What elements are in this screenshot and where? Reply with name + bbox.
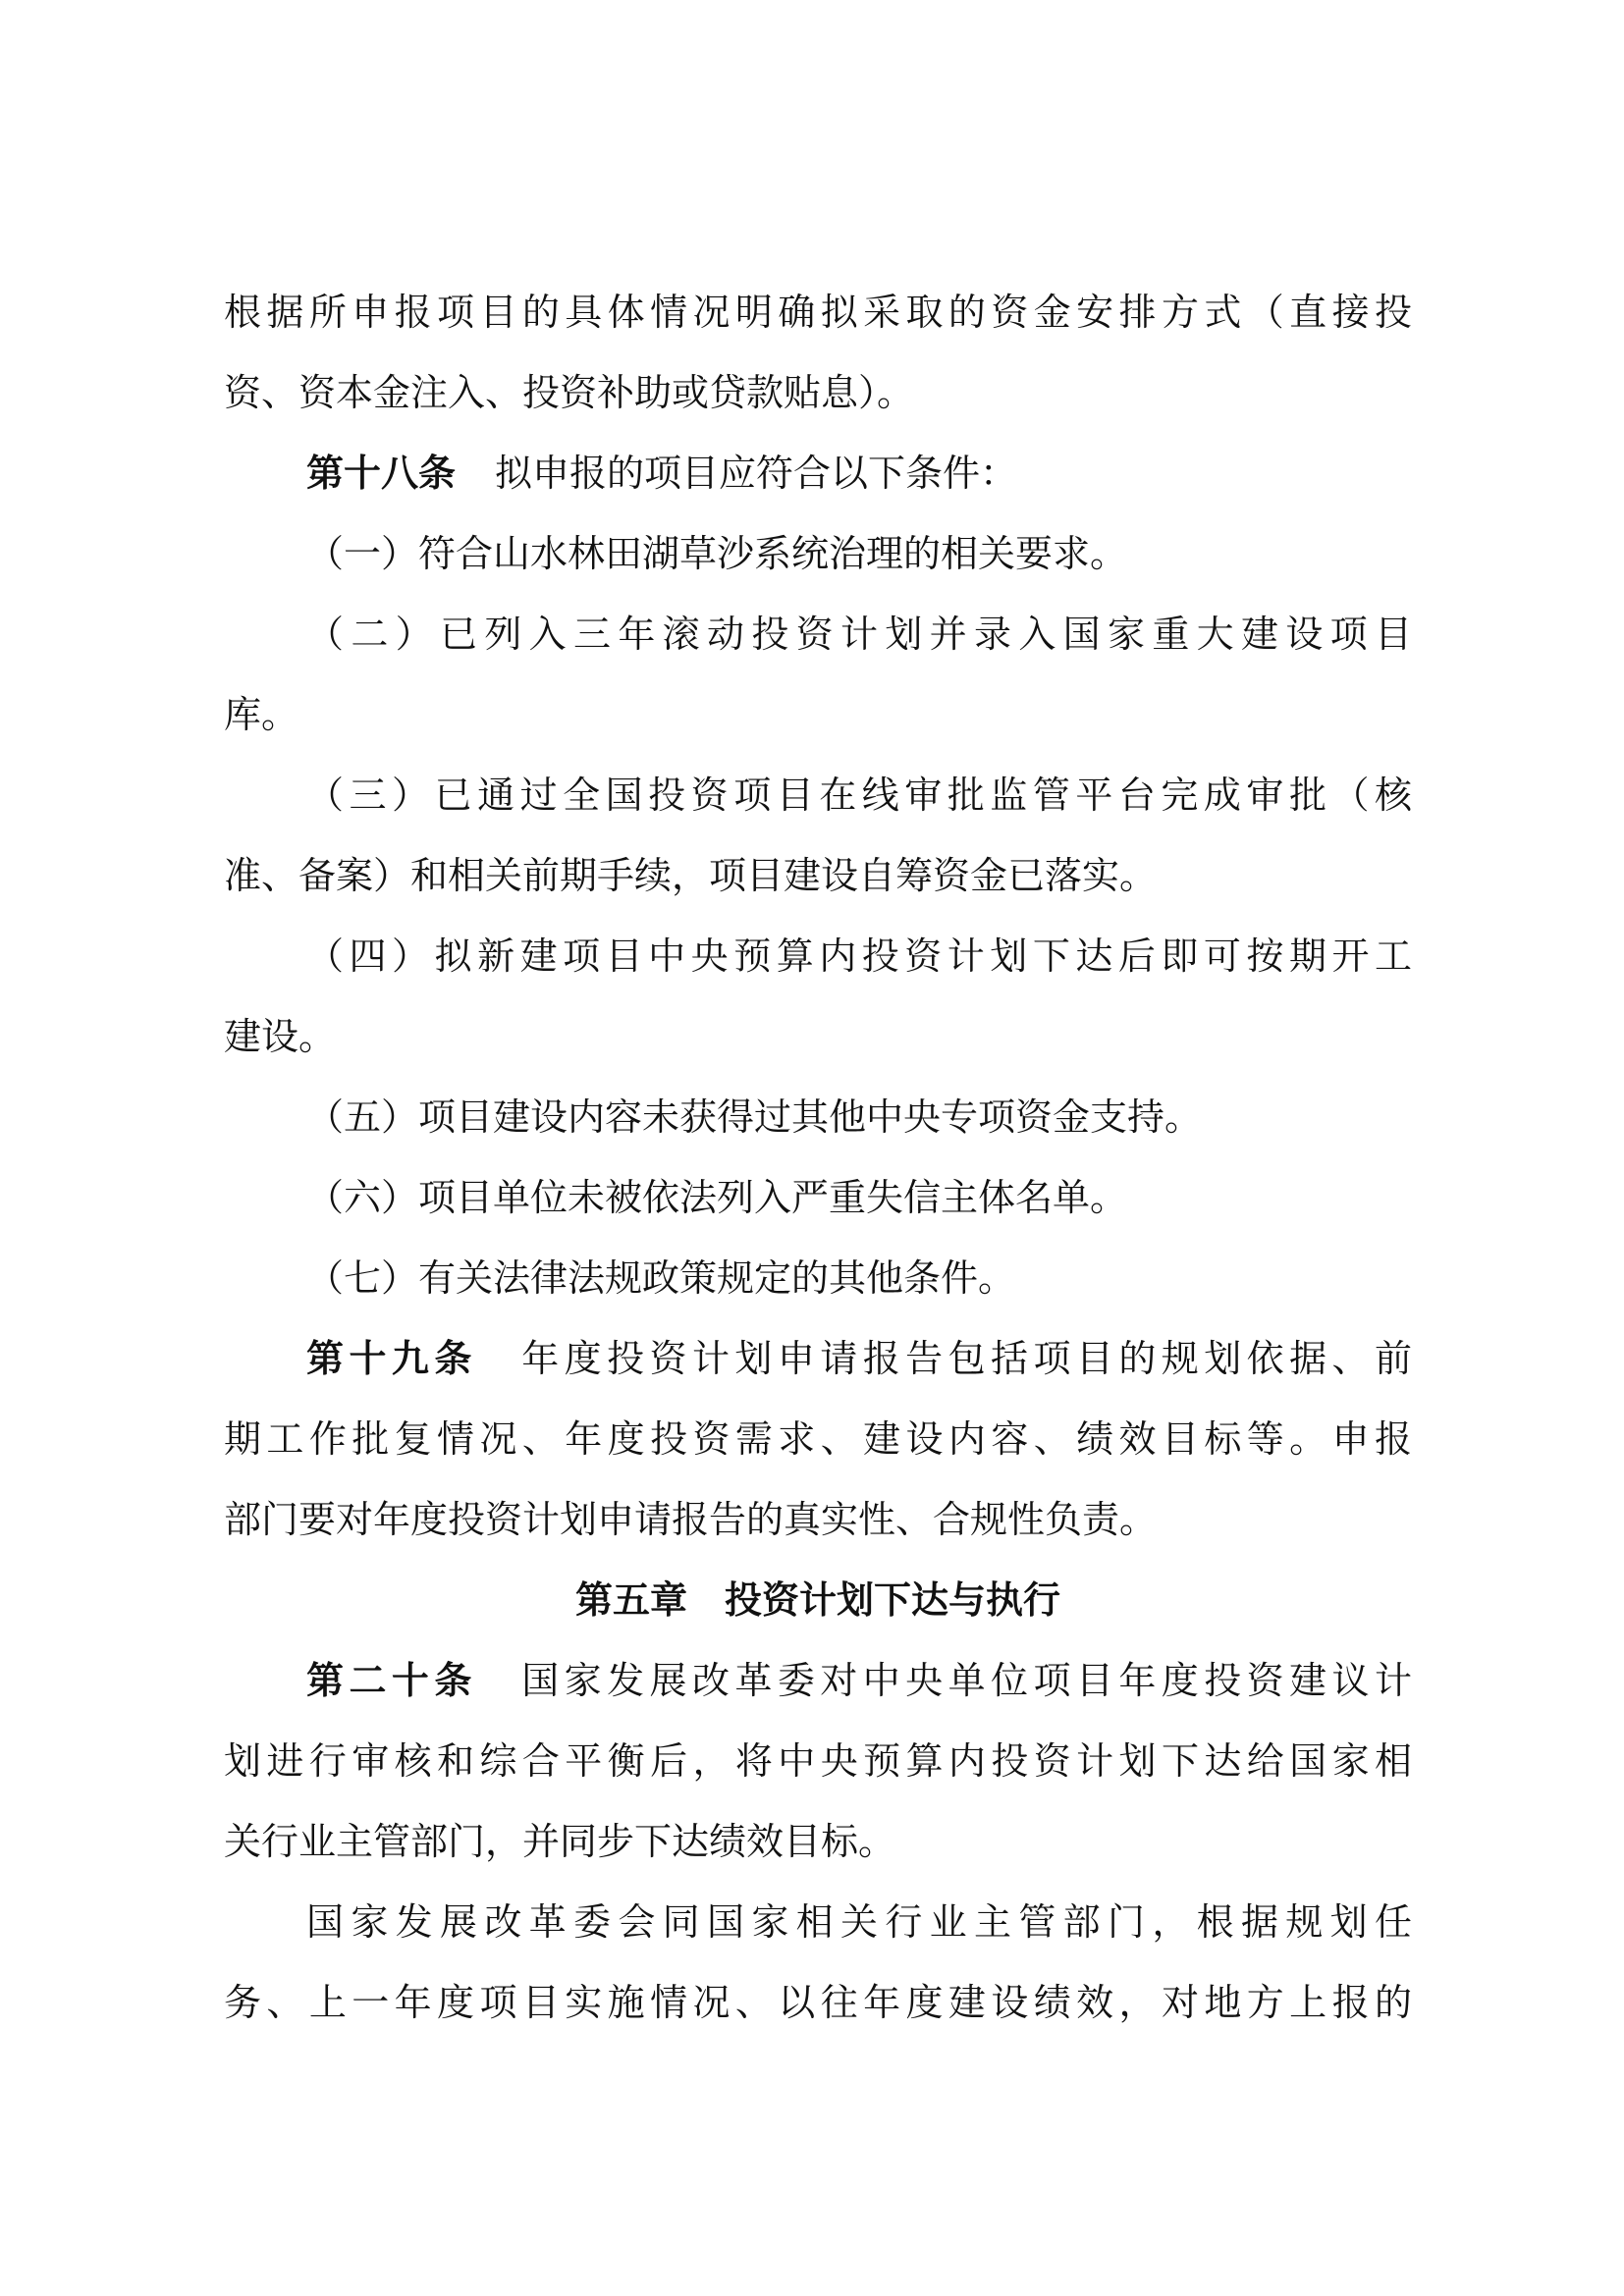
text-line xyxy=(224,1414,1412,1494)
document-page xyxy=(224,287,1412,2057)
text-line xyxy=(224,1896,1412,1977)
line-text: （七）有关法律法规政策规定的其他条件。 xyxy=(306,1256,1016,1300)
article-number: 第十九条 xyxy=(306,1337,477,1380)
text-line xyxy=(224,1333,1412,1414)
line-text: 务、上一年度项目实施情况、以往年度建设绩效，对地方上报的 xyxy=(224,1981,1412,2024)
line-text: 国家发展改革委会同国家相关行业主管部门，根据规划任 xyxy=(306,1900,1412,1944)
line-text: （一）符合山水林田湖草沙系统治理的相关要求。 xyxy=(306,532,1128,575)
text-line xyxy=(224,1735,1412,1816)
text-line xyxy=(224,1977,1412,2057)
text-line xyxy=(224,1011,1412,1092)
text-line xyxy=(224,850,1412,931)
text-line xyxy=(224,931,1412,1011)
line-text: （二）已列入三年滚动投资计划并录入国家重大建设项目 xyxy=(306,613,1412,656)
line-text: （四）拟新建项目中央预算内投资计划下达后即可按期开工 xyxy=(306,934,1412,978)
line-text: 拟申报的项目应符合以下条件： xyxy=(495,452,1018,495)
text-line xyxy=(224,1092,1412,1172)
chapter-heading xyxy=(224,1575,1412,1655)
text-line xyxy=(224,1655,1412,1735)
text-line xyxy=(224,1253,1412,1333)
line-text: （五）项目建设内容未获得过其他中央专项资金支持。 xyxy=(306,1095,1203,1139)
line-text: 关行业主管部门，并同步下达绩效目标。 xyxy=(224,1820,896,1863)
line-text: 国家发展改革委对中央单位项目年度投资建议计 xyxy=(515,1659,1412,1702)
line-text: 建设。 xyxy=(224,1015,337,1058)
text-line xyxy=(224,1172,1412,1253)
line-text: 根据所申报项目的具体情况明确拟采取的资金安排方式（直接投 xyxy=(224,291,1412,334)
text-line xyxy=(224,367,1412,448)
line-text: 第五章 投资计划下达与执行 xyxy=(574,1578,1060,1622)
line-text: （六）项目单位未被依法列入严重失信主体名单。 xyxy=(306,1176,1128,1219)
line-text: 库。 xyxy=(224,693,299,736)
text-line xyxy=(224,448,1412,528)
text-line xyxy=(224,528,1412,609)
article-number: 第二十条 xyxy=(306,1659,477,1702)
article-number: 第十八条 xyxy=(306,452,457,495)
line-text: 部门要对年度投资计划申请报告的真实性、合规性负责。 xyxy=(224,1498,1158,1541)
text-line xyxy=(224,609,1412,689)
text-line xyxy=(224,770,1412,850)
line-text: 年度投资计划申请报告包括项目的规划依据、前 xyxy=(515,1337,1412,1380)
line-text: 期工作批复情况、年度投资需求、建设内容、绩效目标等。申报 xyxy=(224,1417,1412,1461)
line-text: （三）已通过全国投资项目在线审批监管平台完成审批（核 xyxy=(306,774,1412,817)
line-text: 资、资本金注入、投资补助或贷款贴息）。 xyxy=(224,371,915,414)
text-line xyxy=(224,287,1412,367)
text-line xyxy=(224,1816,1412,1896)
text-line xyxy=(224,1494,1412,1575)
line-text: 划进行审核和综合平衡后，将中央预算内投资计划下达给国家相 xyxy=(224,1739,1412,1783)
line-text: 准、备案）和相关前期手续，项目建设自筹资金已落实。 xyxy=(224,854,1158,897)
text-line xyxy=(224,689,1412,770)
